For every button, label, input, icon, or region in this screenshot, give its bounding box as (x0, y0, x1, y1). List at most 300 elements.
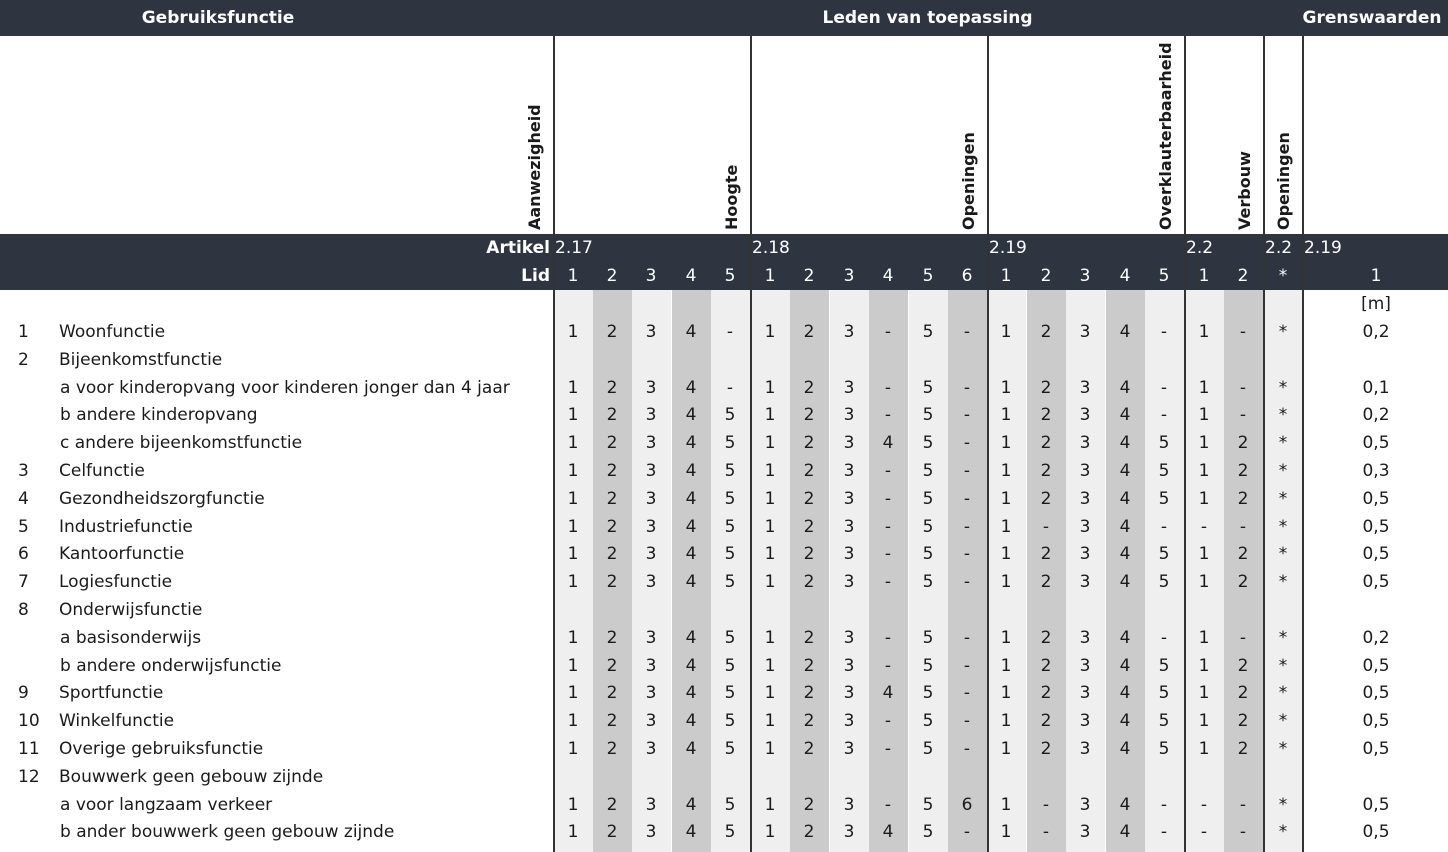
value-cell: 2 (803, 572, 815, 593)
value-cell: 2 (1237, 544, 1249, 565)
lid-number: 2 (1040, 266, 1052, 286)
row-number: 8 (18, 600, 29, 620)
value-cell: * (1278, 822, 1288, 843)
value-cell: 3 (843, 572, 855, 593)
value-cell: 5 (922, 488, 934, 509)
value-cell: 3 (843, 516, 855, 537)
value-cell: 1 (764, 488, 776, 509)
value-cell: 0,3 (1362, 461, 1390, 481)
value-cell: 1 (764, 627, 776, 648)
value-cell: 5 (724, 627, 736, 648)
value-cell: 1 (1198, 433, 1210, 454)
value-cell: 1 (1000, 711, 1012, 732)
value-cell: - (963, 739, 971, 759)
value-cell: 3 (1079, 822, 1091, 843)
artikel-number: 2.19 (989, 238, 1027, 258)
value-cell: 3 (645, 711, 657, 732)
value-cell: 1 (1000, 461, 1012, 481)
value-cell: 4 (685, 544, 697, 565)
value-cell: * (1278, 377, 1288, 398)
value-cell: 1 (567, 683, 579, 704)
group-divider (553, 36, 555, 852)
row-sublabel: a voor langzaam verkeer (60, 794, 273, 815)
lid-number: 1 (1000, 266, 1012, 286)
value-cell: 3 (843, 822, 855, 843)
value-cell: 2 (803, 794, 815, 815)
row-label: Woonfunctie (59, 322, 166, 342)
value-cell: - (1239, 627, 1247, 648)
value-cell: - (963, 433, 971, 454)
value-cell: 3 (1079, 461, 1091, 481)
row-label: Onderwijsfunctie (59, 600, 203, 620)
value-cell: 3 (645, 683, 657, 704)
value-cell: 1 (764, 683, 776, 704)
value-cell: 2 (606, 739, 618, 759)
value-cell: 4 (685, 433, 697, 454)
value-cell: 1 (1198, 739, 1210, 759)
value-cell: 2 (1040, 711, 1052, 732)
value-cell: * (1278, 322, 1288, 342)
value-cell: 0,5 (1362, 794, 1390, 815)
value-cell: 3 (843, 655, 855, 676)
value-cell: 1 (567, 516, 579, 537)
value-cell: 1 (567, 544, 579, 565)
value-cell: * (1278, 627, 1288, 648)
lid-number: 4 (685, 266, 697, 286)
row-number: 9 (18, 683, 29, 704)
value-cell: - (884, 461, 892, 481)
value-cell: 5 (922, 655, 934, 676)
value-cell: 4 (882, 433, 894, 454)
value-cell: 4 (1119, 822, 1131, 843)
row-sublabel: b andere onderwijsfunctie (60, 655, 282, 676)
value-cell: 3 (1079, 739, 1091, 759)
value-cell: 2 (606, 794, 618, 815)
value-cell: 5 (1158, 433, 1170, 454)
value-cell: 2 (606, 488, 618, 509)
value-cell: 2 (606, 405, 618, 426)
value-cell: 2 (606, 377, 618, 398)
value-cell: 5 (922, 739, 934, 759)
value-cell: 1 (1000, 627, 1012, 648)
value-cell: 5 (724, 739, 736, 759)
group-divider (1302, 36, 1304, 852)
value-cell: 4 (685, 655, 697, 676)
value-cell: 2 (606, 655, 618, 676)
value-cell: 2 (606, 433, 618, 454)
value-cell: 4 (1119, 739, 1131, 759)
value-cell: - (1160, 322, 1168, 342)
value-cell: 1 (1000, 516, 1012, 537)
value-cell: 3 (1079, 794, 1091, 815)
lid-number: 2 (803, 266, 815, 286)
value-cell: 2 (1040, 322, 1052, 342)
value-cell: 1 (1198, 655, 1210, 676)
value-cell: 4 (1119, 433, 1131, 454)
row-sublabel: b ander bouwwerk geen gebouw zijnde (60, 822, 395, 843)
value-cell: 4 (1119, 377, 1131, 398)
value-cell: 4 (685, 572, 697, 593)
value-cell: - (1160, 405, 1168, 426)
value-cell: 4 (685, 488, 697, 509)
value-cell: 2 (803, 739, 815, 759)
value-cell: 3 (1079, 683, 1091, 704)
value-cell: 3 (645, 794, 657, 815)
value-cell: 5 (922, 627, 934, 648)
value-cell: 1 (1000, 683, 1012, 704)
value-cell: 1 (1198, 488, 1210, 509)
value-cell: 3 (843, 711, 855, 732)
value-cell: - (884, 377, 892, 398)
value-cell: - (1042, 516, 1050, 537)
value-cell: 3 (843, 377, 855, 398)
value-cell: 1 (567, 405, 579, 426)
value-cell: 2 (1237, 655, 1249, 676)
value-cell: 4 (1119, 627, 1131, 648)
value-cell: 1 (764, 794, 776, 815)
value-cell: 3 (645, 627, 657, 648)
value-cell: 3 (843, 683, 855, 704)
value-cell: - (963, 322, 971, 342)
value-cell: - (963, 627, 971, 648)
value-cell: 4 (1119, 655, 1131, 676)
value-cell: 1 (567, 433, 579, 454)
value-cell: 5 (724, 683, 736, 704)
value-cell: 2 (803, 377, 815, 398)
value-cell: - (963, 655, 971, 676)
artikel-number: 2.19 (1304, 238, 1342, 258)
value-cell: 1 (764, 822, 776, 843)
value-cell: 3 (645, 572, 657, 593)
value-cell: 1 (567, 488, 579, 509)
value-cell: 3 (1079, 627, 1091, 648)
row-label: Sportfunctie (59, 683, 164, 704)
value-cell: - (1200, 516, 1208, 537)
row-number: 10 (18, 711, 40, 732)
value-cell: 4 (1119, 794, 1131, 815)
value-cell: 2 (606, 572, 618, 593)
value-cell: 2 (803, 822, 815, 843)
row-label: Celfunctie (59, 461, 145, 481)
lid-number: 1 (1198, 266, 1210, 286)
value-cell: - (884, 322, 892, 342)
value-cell: 3 (843, 627, 855, 648)
value-cell: 5 (922, 322, 934, 342)
value-cell: 5 (724, 822, 736, 843)
value-cell: 3 (843, 405, 855, 426)
group-divider (750, 36, 752, 852)
value-cell: 1 (1198, 405, 1210, 426)
value-cell: 0,5 (1362, 572, 1390, 593)
value-cell: 3 (645, 322, 657, 342)
value-cell: 4 (882, 822, 894, 843)
value-cell: 3 (1079, 322, 1091, 342)
group-header-openingen: Openingen (1274, 132, 1293, 230)
value-cell: 1 (1000, 433, 1012, 454)
value-cell: 3 (645, 822, 657, 843)
value-cell: 4 (685, 405, 697, 426)
value-cell: 2 (1237, 683, 1249, 704)
value-cell: 3 (1079, 377, 1091, 398)
row-label: Bouwwerk geen gebouw zijnde (59, 766, 324, 787)
lid-number: 5 (724, 266, 736, 286)
row-number: 11 (18, 739, 40, 759)
value-cell: - (963, 572, 971, 593)
value-cell: - (1239, 405, 1247, 426)
value-cell: 0,5 (1362, 655, 1390, 676)
group-header-area (0, 36, 1448, 234)
value-cell: 2 (1237, 572, 1249, 593)
value-cell: 3 (1079, 405, 1091, 426)
value-cell: 3 (843, 544, 855, 565)
row-number: 5 (18, 516, 29, 537)
value-cell: - (963, 405, 971, 426)
group-header-verbouw: Verbouw (1235, 151, 1254, 230)
value-cell: 1 (567, 627, 579, 648)
value-cell: - (884, 572, 892, 593)
value-cell: 1 (567, 822, 579, 843)
lid-label: Lid (521, 266, 550, 286)
value-cell: 2 (606, 516, 618, 537)
value-cell: 1 (1000, 739, 1012, 759)
value-cell: 4 (685, 822, 697, 843)
value-cell: 4 (1119, 711, 1131, 732)
value-cell: 2 (803, 544, 815, 565)
value-cell: 0,5 (1362, 544, 1390, 565)
value-cell: - (1239, 322, 1247, 342)
value-cell: 4 (685, 377, 697, 398)
value-cell: 5 (724, 516, 736, 537)
value-cell: 5 (724, 711, 736, 732)
value-cell: 5 (724, 544, 736, 565)
value-cell: 1 (1198, 572, 1210, 593)
value-cell: 1 (1198, 377, 1210, 398)
value-cell: - (884, 655, 892, 676)
value-cell: 1 (567, 322, 579, 342)
value-cell: 1 (567, 739, 579, 759)
value-cell: 6 (961, 794, 973, 815)
value-cell: - (884, 488, 892, 509)
value-cell: 1 (567, 572, 579, 593)
value-cell: 5 (724, 488, 736, 509)
row-number: 7 (18, 572, 29, 593)
value-cell: 5 (724, 655, 736, 676)
lid-number: 1 (567, 266, 579, 286)
value-cell: 1 (1198, 544, 1210, 565)
value-cell: 1 (1000, 544, 1012, 565)
value-cell: - (963, 377, 971, 398)
lid-number: 3 (1079, 266, 1091, 286)
value-cell: 1 (1000, 322, 1012, 342)
value-cell: 4 (685, 516, 697, 537)
value-cell: 3 (645, 461, 657, 481)
lid-number: 1 (1370, 266, 1382, 286)
value-cell: 2 (803, 322, 815, 342)
value-cell: - (884, 711, 892, 732)
row-label: Gezondheidszorgfunctie (59, 488, 265, 509)
value-cell: 3 (1079, 655, 1091, 676)
value-cell: 3 (645, 433, 657, 454)
value-cell: 4 (1119, 488, 1131, 509)
value-cell: 3 (645, 405, 657, 426)
value-cell: 4 (1119, 516, 1131, 537)
value-cell: - (963, 516, 971, 537)
value-cell: - (963, 822, 971, 843)
value-cell: 4 (1119, 322, 1131, 342)
value-cell: * (1278, 488, 1288, 509)
value-cell: 2 (1040, 488, 1052, 509)
value-cell: 1 (567, 711, 579, 732)
row-label: Industriefunctie (59, 516, 193, 537)
value-cell: 4 (685, 739, 697, 759)
value-cell: 5 (1158, 739, 1170, 759)
value-cell: * (1278, 544, 1288, 565)
row-number: 12 (18, 766, 40, 787)
value-cell: 2 (1237, 433, 1249, 454)
value-cell: * (1278, 739, 1288, 759)
value-cell: 0,5 (1362, 516, 1390, 537)
value-cell: - (1042, 822, 1050, 843)
value-cell: 2 (606, 822, 618, 843)
value-cell: 5 (922, 572, 934, 593)
value-cell: 5 (922, 794, 934, 815)
value-cell: 2 (803, 627, 815, 648)
value-cell: * (1278, 461, 1288, 481)
value-cell: * (1278, 572, 1288, 593)
value-cell: 5 (724, 433, 736, 454)
lid-number: 4 (1119, 266, 1131, 286)
value-cell: 2 (606, 322, 618, 342)
value-cell: 2 (606, 711, 618, 732)
value-cell: 1 (1198, 322, 1210, 342)
value-cell: - (726, 377, 734, 398)
artikel-label: Artikel (486, 238, 550, 258)
value-cell: 2 (1040, 461, 1052, 481)
value-cell: * (1278, 794, 1288, 815)
value-cell: - (884, 739, 892, 759)
value-cell: - (1160, 822, 1168, 843)
value-cell: 3 (1079, 433, 1091, 454)
value-cell: 3 (843, 461, 855, 481)
row-label: Winkelfunctie (59, 711, 175, 732)
value-cell: 3 (1079, 488, 1091, 509)
value-cell: 1 (764, 572, 776, 593)
value-cell: - (1239, 822, 1247, 843)
value-cell: - (963, 683, 971, 704)
value-cell: * (1278, 655, 1288, 676)
value-cell: - (1239, 516, 1247, 537)
value-cell: 3 (843, 794, 855, 815)
value-cell: 0,5 (1362, 683, 1390, 704)
value-cell: 2 (803, 433, 815, 454)
value-cell: 0,2 (1362, 322, 1390, 342)
value-cell: 1 (1198, 711, 1210, 732)
row-sublabel: b andere kinderopvang (60, 405, 258, 426)
value-cell: 5 (724, 461, 736, 481)
value-cell: 0,5 (1362, 433, 1390, 454)
artikel-number: 2.17 (555, 238, 593, 258)
group-header-openingen: Openingen (959, 132, 978, 230)
value-cell: 1 (567, 377, 579, 398)
value-cell: 3 (1079, 572, 1091, 593)
value-cell: 3 (1079, 516, 1091, 537)
row-number: 4 (18, 488, 29, 509)
value-cell: - (884, 794, 892, 815)
value-cell: 1 (764, 711, 776, 732)
lid-number: 3 (843, 266, 855, 286)
value-cell: 3 (843, 488, 855, 509)
value-cell: 2 (1237, 488, 1249, 509)
lid-number: 4 (882, 266, 894, 286)
value-cell: - (1200, 822, 1208, 843)
group-header-aanwezigheid: Aanwezigheid (525, 104, 544, 230)
value-cell: 0,1 (1362, 377, 1390, 398)
value-cell: 1 (567, 461, 579, 481)
value-cell: - (1239, 377, 1247, 398)
value-cell: 5 (922, 516, 934, 537)
value-cell: 2 (1040, 377, 1052, 398)
value-cell: * (1278, 711, 1288, 732)
value-cell: - (1160, 377, 1168, 398)
value-cell: - (963, 488, 971, 509)
group-header-hoogte: Hoogte (722, 164, 741, 230)
value-cell: 2 (803, 655, 815, 676)
row-label: Logiesfunctie (59, 572, 173, 593)
value-cell: - (884, 405, 892, 426)
value-cell: 2 (1040, 739, 1052, 759)
lid-number: * (1278, 266, 1288, 286)
lid-number: 5 (1158, 266, 1170, 286)
value-cell: 0,5 (1362, 488, 1390, 509)
grenswaarden-title: Grenswaarden (1302, 0, 1442, 36)
value-cell: 5 (1158, 572, 1170, 593)
value-cell: 3 (645, 377, 657, 398)
value-cell: 3 (843, 433, 855, 454)
row-sublabel: c andere bijeenkomstfunctie (60, 433, 303, 454)
value-cell: - (1200, 794, 1208, 815)
value-cell: - (1160, 516, 1168, 537)
row-sublabel: a voor kinderopvang voor kinderen jonger dan 4 jaar (60, 377, 510, 398)
value-cell: 4 (685, 711, 697, 732)
value-cell: 5 (724, 405, 736, 426)
value-cell: 2 (803, 516, 815, 537)
value-cell: 3 (1079, 711, 1091, 732)
value-cell: * (1278, 433, 1288, 454)
value-cell: 4 (1119, 544, 1131, 565)
value-cell: 0,5 (1362, 822, 1390, 843)
value-cell: 4 (1119, 572, 1131, 593)
value-cell: 1 (1000, 488, 1012, 509)
value-cell: 5 (922, 433, 934, 454)
value-cell: 4 (1119, 683, 1131, 704)
value-cell: 1 (764, 405, 776, 426)
value-cell: 1 (1198, 461, 1210, 481)
value-cell: 4 (1119, 461, 1131, 481)
row-label: Overige gebruiksfunctie (59, 739, 264, 759)
value-cell: 2 (606, 627, 618, 648)
value-cell: 1 (764, 377, 776, 398)
group-divider (987, 36, 989, 852)
value-cell: 3 (645, 655, 657, 676)
gebruiksfunctie-title: Gebruiksfunctie (0, 0, 436, 36)
artikel-number: 2.2 (1186, 238, 1214, 258)
lid-number: 3 (645, 266, 657, 286)
value-cell: 1 (764, 461, 776, 481)
value-cell: 2 (606, 683, 618, 704)
value-cell: - (1160, 794, 1168, 815)
row-number: 1 (18, 322, 29, 342)
value-cell: 4 (685, 322, 697, 342)
